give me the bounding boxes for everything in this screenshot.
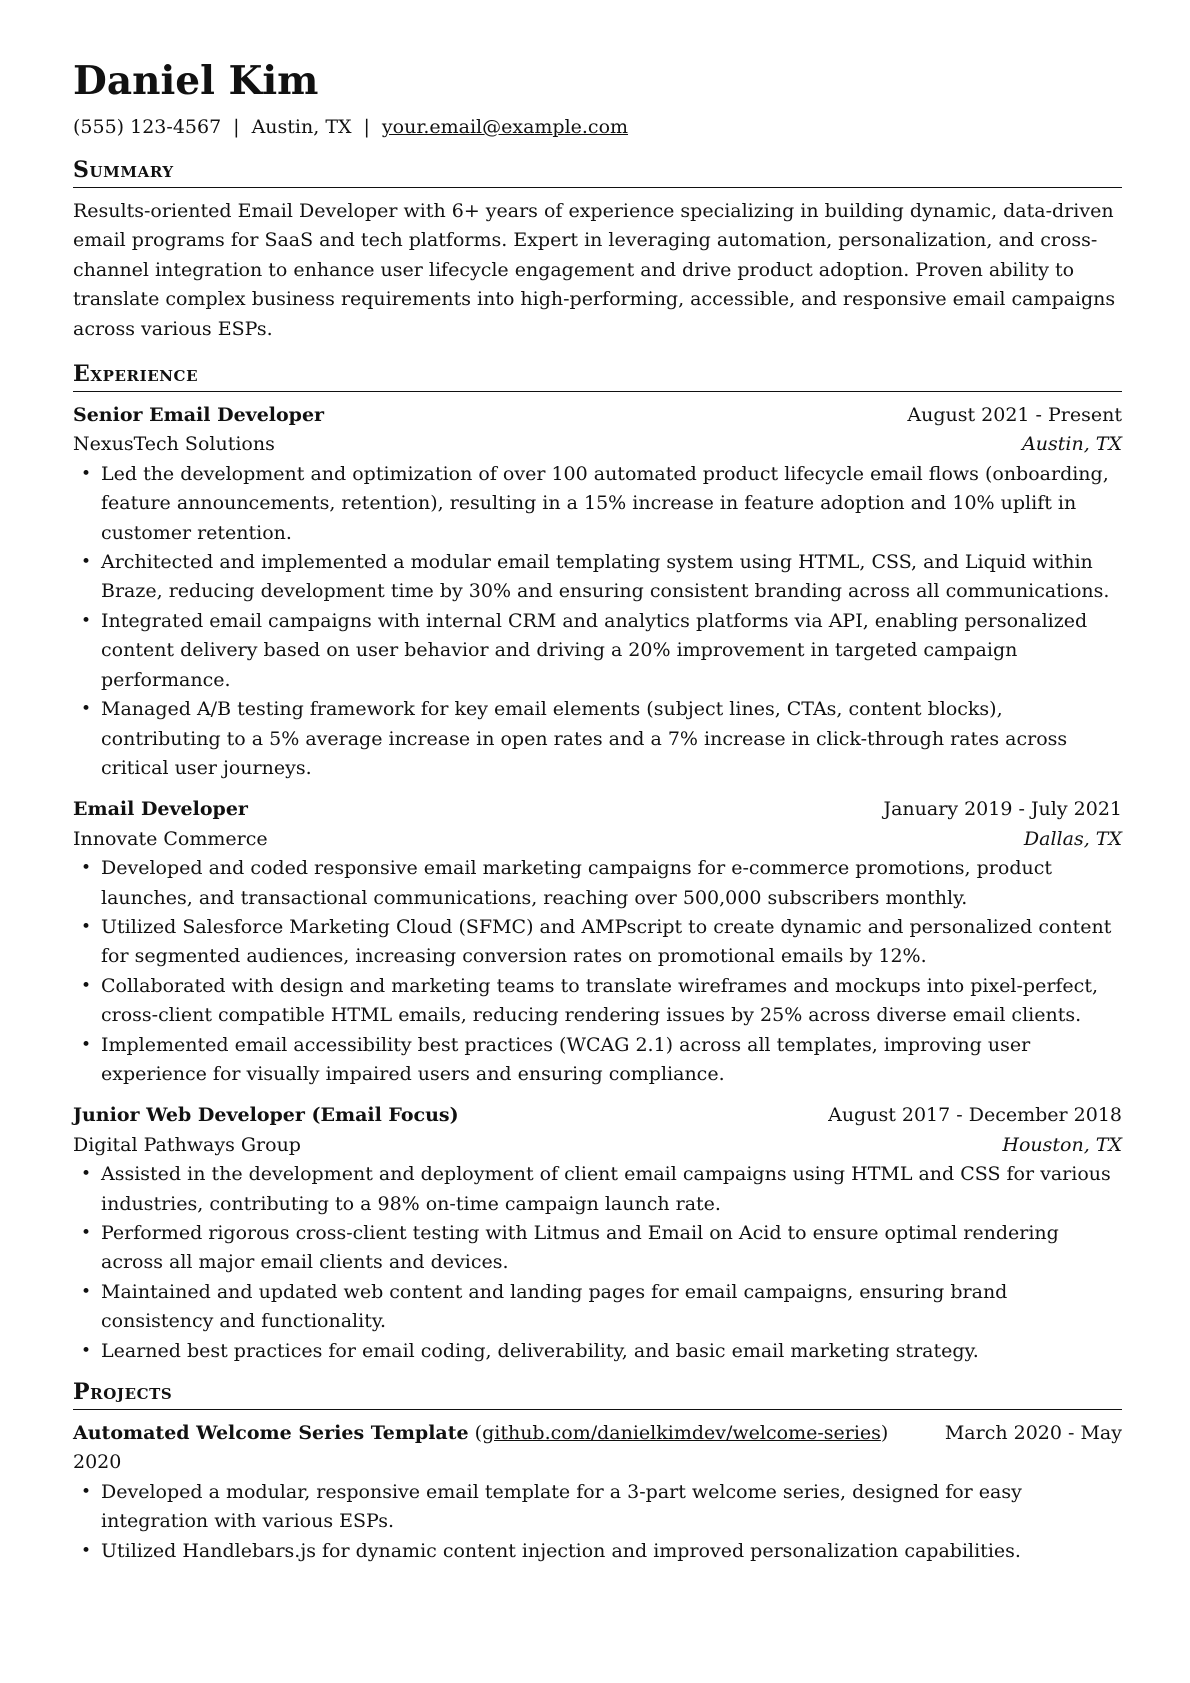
- list-item: • Utilized Handlebars.js for dynamic content injection and improved personalization capabilities.: [73, 1537, 1122, 1566]
- project-entry: [73, 1419, 1122, 1566]
- contact-separator: |: [363, 116, 370, 138]
- list-item: • Led the development and optimization of over 100 automated product lifecycle email flows (onboarding, feature announcements, retention), resulting in a 15% increase in feature adoption and 10% uplift in customer retention.: [73, 460, 1122, 548]
- phone: (555) 123-4567: [73, 116, 222, 138]
- bullet-icon: •: [81, 858, 92, 879]
- project-link[interactable]: github.com/danielkimdev/welcome-series: [482, 1422, 881, 1445]
- section-title-projects: Projects: [73, 1378, 1122, 1410]
- bullet-icon: •: [81, 1340, 92, 1361]
- job-entry: [73, 795, 1122, 1089]
- experience-section: [73, 360, 1122, 1366]
- bullet-icon: •: [81, 552, 92, 573]
- summary-section: [73, 156, 1122, 344]
- section-title-summary: Summary: [73, 156, 1122, 188]
- job-title: Email Developer: [73, 798, 248, 821]
- contact-separator: |: [233, 116, 240, 138]
- project-title: Automated Welcome Series Template: [73, 1422, 469, 1445]
- list-item: • Collaborated with design and marketing teams to translate wireframes and mockups into pixel-perfect, cross-client compatible HTML emails, reducing rendering issues by 25% across diverse email clients.: [73, 972, 1122, 1031]
- bullet-icon: •: [81, 699, 92, 720]
- projects-section: [73, 1378, 1122, 1566]
- bullet-icon: •: [81, 1034, 92, 1055]
- list-item: • Managed A/B testing framework for key email elements (subject lines, CTAs, content blocks), contributing to a 5% average increase in open rates and a 7% increase in click-through rates across critical user journeys.: [73, 695, 1122, 783]
- email-link[interactable]: your.email@example.com: [381, 116, 629, 138]
- list-item: • Performed rigorous cross-client testing with Litmus and Email on Acid to ensure optimal rendering across all major email clients and devices.: [73, 1219, 1122, 1278]
- list-item: • Implemented email accessibility best practices (WCAG 2.1) across all templates, improving user experience for visually impaired users and ensuring compliance.: [73, 1031, 1122, 1090]
- job-bullets: [73, 460, 1122, 783]
- job-entry: [73, 401, 1122, 783]
- job-title: Junior Web Developer (Email Focus): [73, 1104, 459, 1127]
- bullet-icon: •: [81, 463, 92, 484]
- list-item: • Developed and coded responsive email marketing campaigns for e-commerce promotions, product launches, and transactional communications, reaching over 500,000 subscribers monthly.: [73, 854, 1122, 913]
- summary-text: Results-oriented Email Developer with 6+ years of experience specializing in building dynamic, data-driven email programs for SaaS and tech platforms. Expert in leveraging automation, personalization, and cross-channel integration to enhance user lifecycle engagement and drive product adoption. Proven ability to translate complex business requirements into high-performing, accessible, and responsive email campaigns across various ESPs.: [73, 200, 1116, 340]
- company-name: NexusTech Solutions: [73, 433, 275, 456]
- bullet-icon: •: [81, 975, 92, 996]
- list-item: • Integrated email campaigns with internal CRM and analytics platforms via API, enabling personalized content delivery based on user behavior and driving a 20% improvement in targeted campaign performance.: [73, 607, 1122, 695]
- job-location: Dallas, TX: [1023, 827, 1122, 850]
- bullet-icon: •: [81, 916, 92, 937]
- company-name: Digital Pathways Group: [73, 1133, 301, 1156]
- list-item: • Architected and implemented a modular email templating system using HTML, CSS, and Liquid within Braze, reducing development time by 30% and ensuring consistent branding across all communications.: [73, 548, 1122, 607]
- section-title-experience: Experience: [73, 360, 1122, 392]
- project-dates: March 2020 - May: [944, 1422, 1122, 1445]
- location: Austin, TX: [251, 116, 352, 138]
- list-item: • Assisted in the development and deployment of client email campaigns using HTML and CSS for various industries, contributing to a 98% on-time campaign launch rate.: [73, 1160, 1122, 1219]
- job-location: Austin, TX: [1022, 433, 1122, 456]
- candidate-name: Daniel Kim: [73, 58, 319, 104]
- job-dates: August 2017 - December 2018: [828, 1104, 1122, 1127]
- contact-line: [73, 114, 1122, 140]
- job-dates: August 2021 - Present: [907, 404, 1122, 427]
- project-link-close: ): [880, 1422, 889, 1445]
- project-link-open: (: [474, 1422, 483, 1445]
- list-item: • Utilized Salesforce Marketing Cloud (SFMC) and AMPscript to create dynamic and personalized content for segmented audiences, increasing conversion rates on promotional emails by 12%.: [73, 913, 1122, 972]
- bullet-icon: •: [81, 1223, 92, 1243]
- bullet-icon: •: [81, 1540, 92, 1561]
- bullet-icon: •: [81, 1281, 92, 1302]
- job-title: Senior Email Developer: [73, 404, 325, 427]
- job-location: Houston, TX: [1002, 1133, 1122, 1156]
- project-dates-continued: 2020: [73, 1451, 122, 1474]
- job-bullets: [73, 1160, 1122, 1366]
- list-item: • Learned best practices for email coding, deliverability, and basic email marketing strategy.: [73, 1337, 1122, 1366]
- resume-page: [73, 56, 1122, 1566]
- job-bullets: [73, 854, 1122, 1089]
- project-bullets: [73, 1478, 1122, 1566]
- list-item: • Maintained and updated web content and landing pages for email campaigns, ensuring brand consistency and functionality.: [73, 1278, 1122, 1337]
- bullet-icon: •: [81, 1481, 92, 1502]
- company-name: Innovate Commerce: [73, 827, 268, 850]
- job-entry: [73, 1101, 1122, 1366]
- bullet-icon: •: [81, 1164, 92, 1185]
- bullet-icon: •: [81, 610, 92, 631]
- list-item: • Developed a modular, responsive email template for a 3-part welcome series, designed for easy integration with various ESPs.: [73, 1478, 1122, 1537]
- job-dates: January 2019 - July 2021: [883, 798, 1122, 821]
